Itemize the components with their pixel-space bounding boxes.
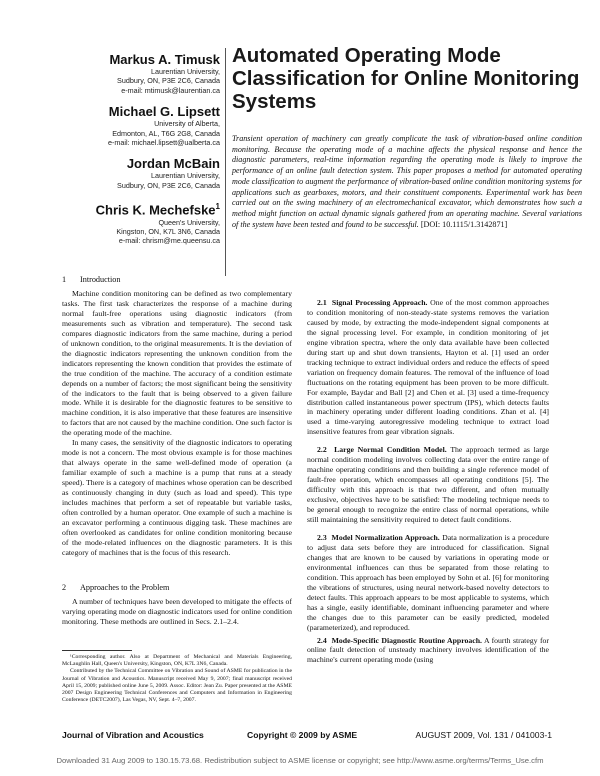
author-email[interactable]: e-mail: mtimusk@laurentian.ca bbox=[121, 85, 220, 95]
subsection-text: The approach termed as large normal condition modeling involves collecting data over the entire range of machine operating conditions and then building a single reference model of fault-free operation, which encompasses all operating conditions [5]. The difficulty with this approach is that two different, and often mutually exclusive, objectives have to be satisfied: The modeling technique needs to be general enough to recognize the entire class of normal operations, while still maintaining the sensitivity required to detect fault conditions. bbox=[307, 445, 549, 525]
author-address: Kingston, ON, K7L 3N6, Canada bbox=[116, 226, 220, 236]
subsection-text: A fourth strategy for online fault detection of unsteady machinery involves identification of the machine's current operating mode (using bbox=[307, 635, 550, 665]
journal-name: Journal of Vibration and Acoustics bbox=[62, 730, 204, 740]
subsection-title: Model Normalization Approach. bbox=[331, 532, 440, 542]
author-address: Sudbury, ON, P3E 2C6, Canada bbox=[117, 180, 220, 190]
paragraph: In many cases, the sensitivity of the diagnostic indicators to operating mode is not a concern. The most obvious example is for those machines that always operate in the same well-defined mode of operation (a familiar example of such a machine is a pump that runs at a steady speed). There is a category of machines whose operation can be described as continuously changing in duty (such as load and speed). This type includes machines that perform a set of repeatable but variable tasks, often controlled by a human operator. One example of such a machine is an excavator performing a continuous digging task. These machines are often overlooked as candidates for online condition monitoring because of the mode-related influences on the diagnostic parameters. It is this category of machines that is the focus of this research. bbox=[62, 438, 292, 557]
footnote: ¹Corresponding author. Also at Department of Mechanical and Materials Engineering, McLaughlin Hall, Queen's University, Kingston, ON, K7L 3N6, Canada. bbox=[62, 654, 292, 668]
section-title: Introduction bbox=[80, 275, 121, 284]
abstract-text: Transient operation of machinery can greatly complicate the task of vibration-based online condition monitoring. Because the operating mode of a machine affects the physical response and hence the diagnostic parameters, real-time information regarding the operating mode is likely to improve the performance of an online fault detection system. This paper proposes a method for automated operating mode classification to augment the performance of vibration-based online condition monitoring systems for applications such as gearboxes, motors, and their constituent components. Experimental work has been carried out on the swing machinery of an electromechanical excavator, which demonstrates how such a method might function on actual dynamic signals gathered from an operating machine. Several variations of the system have been tested and found to be successful. bbox=[232, 134, 582, 229]
footnote-divider bbox=[62, 650, 132, 651]
subsection-2-1 bbox=[307, 298, 549, 437]
section-heading-approaches bbox=[62, 582, 292, 593]
subsection-2-3 bbox=[307, 533, 549, 633]
author-3 bbox=[22, 156, 220, 190]
download-notice: Downloaded 31 Aug 2009 to 130.15.73.68. Redistribution subject to ASME license or copyright; see http://www.asme.org/terms/Terms_Use.cfm bbox=[56, 756, 544, 765]
paragraph: A number of techniques have been developed to mitigate the effects of varying operating mode on diagnostic indicators used for online condition monitoring. These methods are outlined in Secs. 2.1–2.4. bbox=[62, 596, 292, 626]
copyright: Copyright © 2009 by ASME bbox=[247, 730, 358, 740]
subsection-title: Signal Processing Approach. bbox=[331, 298, 428, 307]
author-affiliation: University of Alberta, bbox=[154, 119, 220, 129]
author-affiliation: Laurentian University, bbox=[151, 67, 220, 76]
author-2 bbox=[22, 104, 220, 147]
author-block bbox=[22, 52, 220, 255]
author-name: Jordan McBain bbox=[126, 156, 220, 172]
right-column bbox=[307, 274, 549, 665]
subsection-title: Mode-Specific Diagnostic Routine Approach. bbox=[331, 635, 482, 645]
subsection-number: 2.1 bbox=[317, 298, 327, 307]
subsection-number: 2.2 bbox=[317, 445, 327, 455]
author-email[interactable]: e-mail: chrism@me.queensu.ca bbox=[118, 236, 220, 246]
section-number: 1 bbox=[62, 275, 67, 284]
footnotes bbox=[62, 654, 292, 704]
author-1 bbox=[22, 52, 220, 95]
author-email[interactable]: e-mail: michael.lipsett@ualberta.ca bbox=[108, 138, 220, 148]
author-affiliation: Laurentian University, bbox=[151, 171, 220, 181]
subsection-number: 2.4 bbox=[317, 635, 327, 645]
page-info: AUGUST 2009, Vol. 131 / 041003-1 bbox=[415, 730, 552, 740]
paper-title: Automated Operating Mode Classification for Online Monitoring Systems bbox=[232, 44, 580, 113]
subsection-title: Large Normal Condition Model. bbox=[334, 445, 447, 455]
author-name-text: Chris K. Mechefske bbox=[95, 202, 216, 218]
subsection-2-4 bbox=[307, 636, 549, 666]
author-name bbox=[22, 199, 220, 217]
author-affiliation: Queen's University, bbox=[158, 217, 220, 227]
author-address: Edmonton, AL, T6G 2G8, Canada bbox=[112, 128, 220, 138]
author-4 bbox=[22, 199, 220, 246]
subsection-number: 2.3 bbox=[317, 532, 327, 542]
doi[interactable]: [DOI: 10.1115/1.3142871] bbox=[420, 219, 508, 229]
footnote: Contributed by the Technical Committee on Vibration and Sound of ASME for publication in the Journal of Vibration and Acoustics. Manuscript received May 9, 2007; final manuscript received April 15, 2009; published online June 5, 2009. Assoc. Editor: Jean Zu. Paper presented at the ASME 2007 Design Engineering Technical Conferences and Computers and Information in Engineering Conference (DETC2007), Las Vegas, NV, Sept. 4–7, 2007. bbox=[62, 668, 292, 704]
subsection-2-2 bbox=[307, 445, 549, 525]
author-name: Markus A. Timusk bbox=[109, 52, 220, 67]
subsection-text: One of the most common approaches to condition monitoring of non-steady-state systems removes the variation caused by mode, by extracting the mode-independent signal components at the signal processing level. For example, in condition monitoring of jet engine vibration spectra, where the only data available have been collected during start up and shut down transients, Hayton et al. [1] used an order tracking technique to extract individual orders and reduce the effects of speed variation on frequency domain features. The removal of the influence of load fluctuations on the rotating equipment has been proven to be more difficult. For example, Baydar and Ball [2] and Chen et al. [3] used a time-frequency distribution called instantaneous power spectrum (IPS), which detects faults in machinery operating under different loading conditions. Zhan et al. [4] used a time-varying autoregressive modeling technique to extract load insensitive features from gear vibration signals. bbox=[307, 298, 550, 437]
section-heading-introduction bbox=[62, 274, 292, 285]
section-title: Approaches to the Problem bbox=[80, 582, 170, 592]
left-column bbox=[62, 274, 292, 627]
header-divider bbox=[225, 48, 226, 276]
subsection-text: Data normalization is a procedure to adjust data sets before they are introduced for classification. Signal changes that are known to be caused by variations in operating mode or environmental influences can thus be separated from those relating to condition. This approach has been employed by Sohn et al. [6] for monitoring the vibrations of structures, using neural network-based novelty detectors to detect faults. This approach appears to be most applicable to systems, which has a single, easily identifiable, dominant influencing parameter and where the changes due to this parameter can be easily predicted, modeled (parameterized), and reproduced. bbox=[307, 532, 550, 632]
author-footnote-marker: 1 bbox=[215, 202, 220, 212]
paragraph: Machine condition monitoring can be defined as two complementary tasks. The first task characterizes the response of a machine during normal fault-free operations using diagnostic indicators (from measurements such as vibration and temperature). The second task compares diagnostic indicators from the same machine, during a period of unknown condition, to the original measurements. It is the deviation of the diagnostic indicators representing the unknown condition from the indicators representing the known condition that provides the estimate of the true condition of the machine. The accuracy of a condition estimate depends on a number of factors; the most significant being the sensitivity of the indicators to the fault that is being observed to a given failure mode. While it is desirable for the diagnostic features to be sensitive to machine condition, it is also imperative that these features are insensitive to factors that are not caused by the machine condition. One such factor is the operating mode of the machine. bbox=[62, 289, 292, 438]
author-address: Sudbury, ON, P3E 2C6, Canada bbox=[117, 76, 220, 86]
author-name: Michael G. Lipsett bbox=[108, 104, 220, 120]
section-number: 2 bbox=[62, 582, 67, 592]
abstract bbox=[232, 134, 582, 230]
